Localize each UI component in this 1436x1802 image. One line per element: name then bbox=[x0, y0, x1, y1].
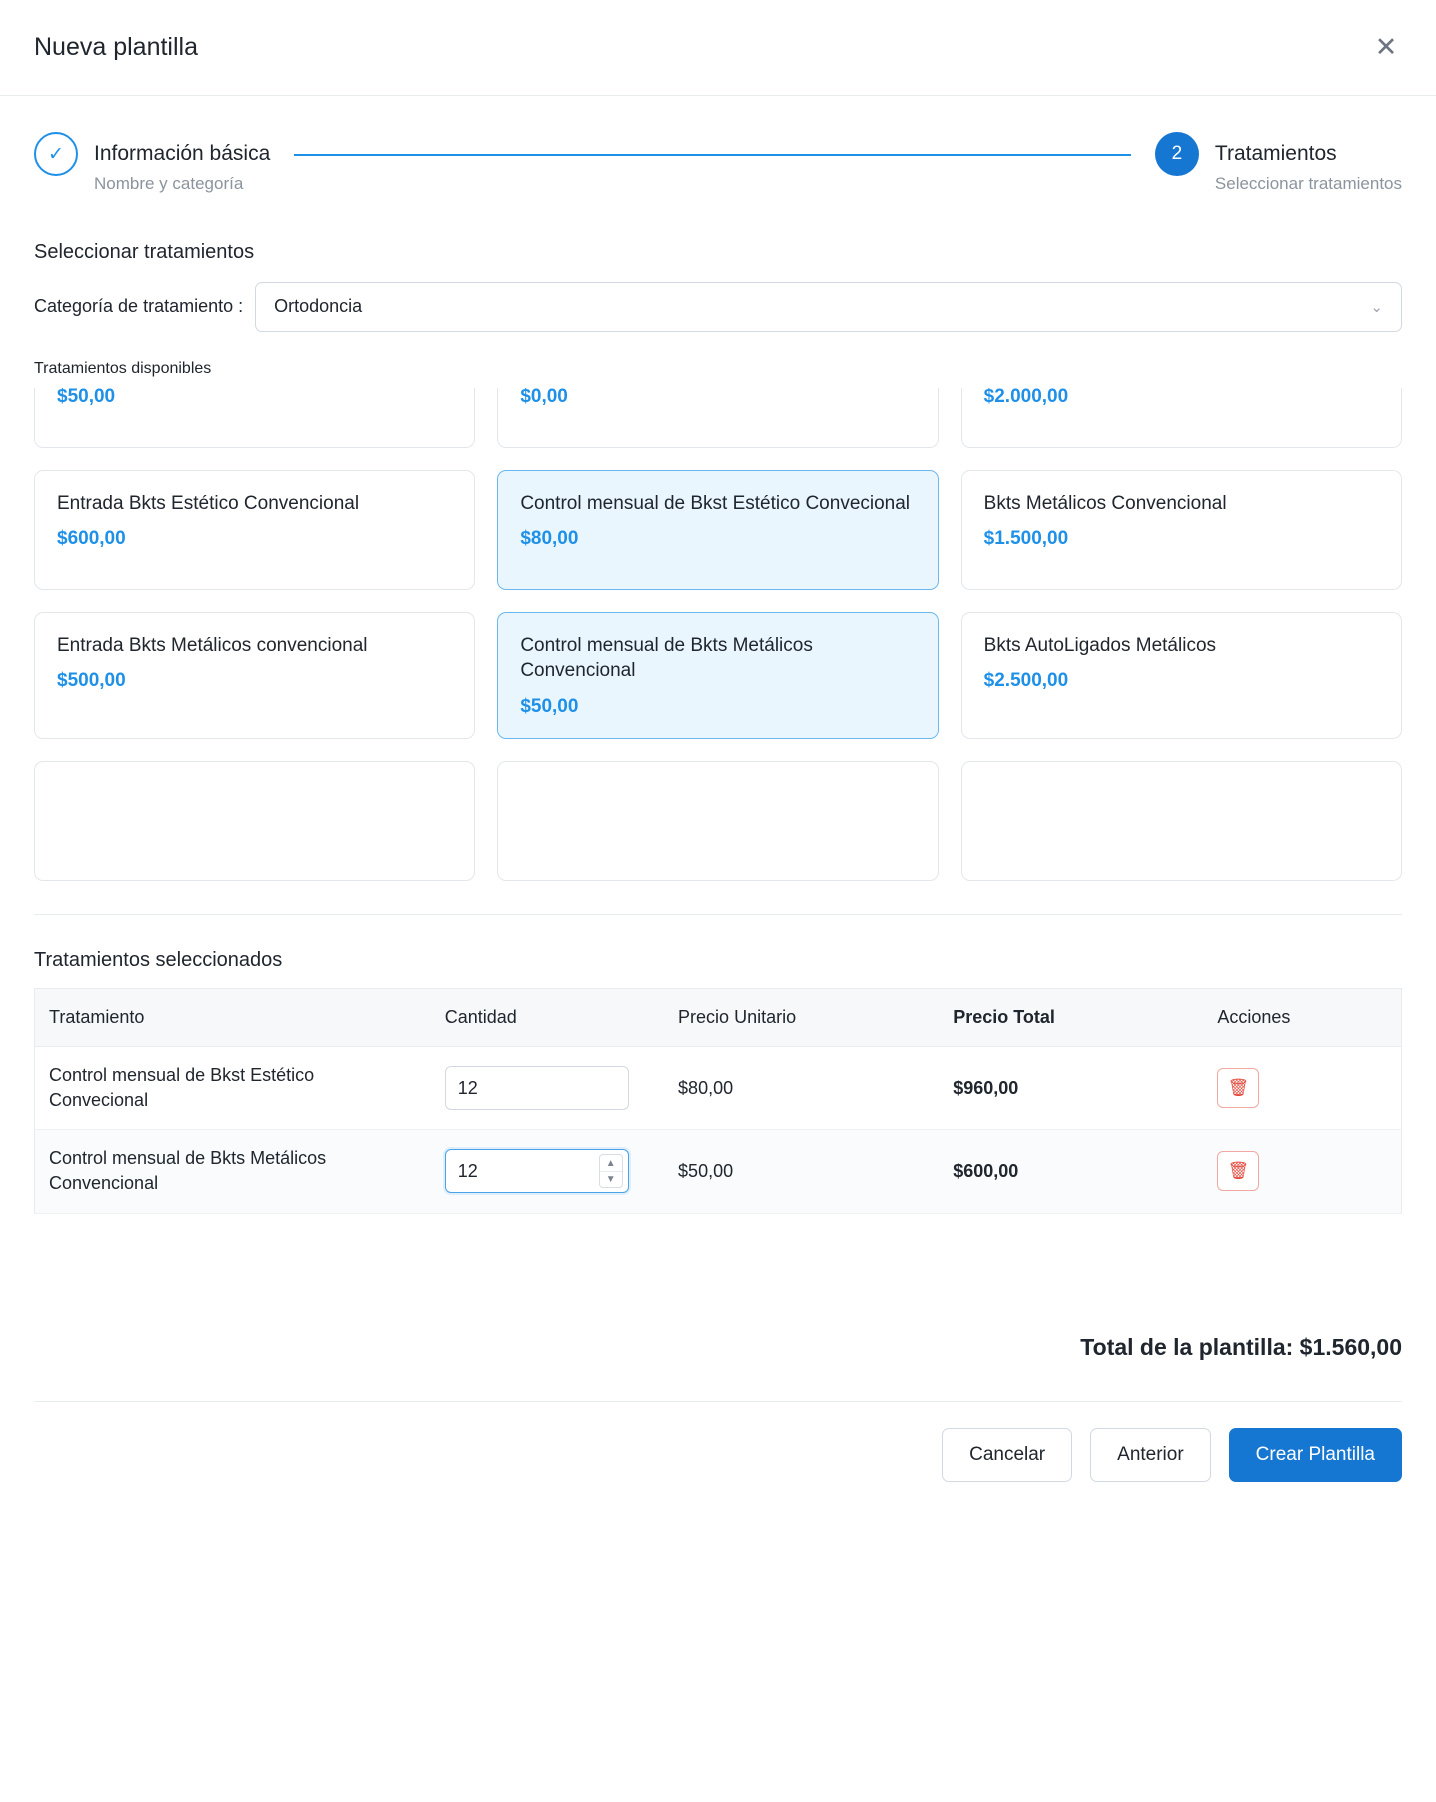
step-2-subtitle: Seleccionar tratamientos bbox=[1214, 174, 1402, 193]
treatment-card[interactable] bbox=[497, 612, 938, 739]
available-treatments-label: Tratamientos disponibles bbox=[34, 359, 212, 377]
treatment-card-name: Bkts AutoLigados Metálicos bbox=[983, 634, 1217, 656]
treatment-card-price: $50,00 bbox=[520, 695, 579, 717]
column-header-acciones: Acciones bbox=[1203, 988, 1401, 1046]
treatment-card-price: $2.500,00 bbox=[983, 670, 1069, 692]
modal-footer bbox=[0, 1402, 1436, 1516]
treatment-card-price: $80,00 bbox=[520, 528, 579, 550]
row-treatment-name: Control mensual de Bkts Metálicos Convencional bbox=[35, 1130, 431, 1213]
spinner-up-icon[interactable]: ▲ bbox=[600, 1155, 622, 1172]
step-informacion-basica[interactable] bbox=[34, 132, 270, 197]
create-template-button[interactable]: Crear Plantilla bbox=[1229, 1428, 1402, 1482]
stepper-connector bbox=[294, 154, 1131, 156]
wizard-stepper bbox=[0, 96, 1436, 197]
step-1-title: Información básica bbox=[94, 142, 271, 165]
selected-treatments-section bbox=[0, 949, 1436, 1214]
cancel-button[interactable]: Cancelar bbox=[942, 1428, 1072, 1482]
quantity-input[interactable] bbox=[445, 1066, 629, 1110]
chevron-down-icon: ⌄ bbox=[1370, 298, 1383, 316]
selected-treatments-table bbox=[34, 988, 1402, 1214]
treatment-card[interactable] bbox=[34, 388, 475, 448]
table-header-row bbox=[35, 988, 1402, 1046]
category-row bbox=[34, 282, 1402, 332]
close-icon[interactable]: ✕ bbox=[1374, 32, 1398, 62]
treatment-card[interactable] bbox=[961, 470, 1402, 590]
treatment-card-price: $600,00 bbox=[57, 528, 126, 550]
spinner-down-icon[interactable]: ▼ bbox=[605, 1174, 616, 1186]
section-divider bbox=[34, 914, 1402, 915]
spinner-arrows[interactable] bbox=[599, 1154, 623, 1188]
template-total-row bbox=[0, 1334, 1436, 1361]
check-icon: ✓ bbox=[34, 132, 78, 176]
trash-icon[interactable]: 🗑 bbox=[1217, 1151, 1259, 1191]
treatment-card-name: Control mensual de Bkst Estético Convecional bbox=[520, 492, 911, 514]
row-total-price: $600,00 bbox=[939, 1130, 1203, 1213]
selected-treatments-title: Tratamientos seleccionados bbox=[34, 948, 283, 971]
treatment-card-price: $2.000,00 bbox=[983, 387, 1069, 408]
treatment-card-price: $50,00 bbox=[57, 387, 116, 408]
page-title: Nueva plantilla bbox=[34, 33, 198, 61]
table-row bbox=[35, 1130, 1402, 1213]
treatment-card[interactable] bbox=[497, 470, 938, 590]
column-header-precio-total: Precio Total bbox=[939, 988, 1203, 1046]
step-1-subtitle: Nombre y categoría bbox=[94, 174, 244, 193]
row-total-price: $960,00 bbox=[939, 1046, 1203, 1129]
treatment-card[interactable] bbox=[497, 388, 938, 448]
row-unit-price: $50,00 bbox=[664, 1130, 939, 1213]
row-unit-price: $80,00 bbox=[664, 1046, 939, 1129]
treatment-card[interactable] bbox=[961, 612, 1402, 739]
row-quantity-cell bbox=[431, 1046, 664, 1129]
column-header-tratamiento: Tratamiento bbox=[35, 988, 431, 1046]
modal-header bbox=[0, 0, 1436, 96]
select-treatments-section bbox=[0, 241, 1436, 888]
treatment-card-price: $0,00 bbox=[520, 387, 568, 408]
template-total: Total de la plantilla: $1.560,00 bbox=[1080, 1333, 1402, 1360]
quantity-stepper[interactable] bbox=[445, 1066, 629, 1110]
treatment-card[interactable] bbox=[34, 761, 475, 881]
treatment-card[interactable] bbox=[961, 388, 1402, 448]
treatment-card[interactable] bbox=[961, 761, 1402, 881]
treatment-card[interactable] bbox=[34, 470, 475, 590]
step-2-title: Tratamientos bbox=[1214, 142, 1337, 165]
quantity-stepper[interactable] bbox=[445, 1149, 629, 1193]
row-quantity-cell bbox=[431, 1130, 664, 1213]
treatment-card[interactable] bbox=[497, 761, 938, 881]
row-actions bbox=[1203, 1046, 1401, 1129]
treatment-card-name: Control mensual de Bkts Metálicos Convencional bbox=[520, 634, 813, 682]
category-label: Categoría de tratamiento : bbox=[34, 296, 244, 317]
category-select[interactable] bbox=[255, 282, 1402, 332]
column-header-cantidad: Cantidad bbox=[431, 988, 664, 1046]
step-2-badge: 2 bbox=[1155, 132, 1199, 176]
treatment-card-price: $1.500,00 bbox=[983, 528, 1069, 550]
row-actions bbox=[1203, 1130, 1401, 1213]
step-tratamientos[interactable] bbox=[1155, 132, 1402, 197]
table-row bbox=[35, 1046, 1402, 1129]
available-treatments-list[interactable] bbox=[34, 388, 1402, 888]
treatment-card-name: Entrada Bkts Metálicos convencional bbox=[57, 634, 368, 656]
treatment-card-name: Bkts Metálicos Convencional bbox=[983, 492, 1227, 514]
column-header-precio-unitario: Precio Unitario bbox=[664, 988, 939, 1046]
treatment-card-price: $500,00 bbox=[57, 670, 126, 692]
select-treatments-title: Seleccionar tratamientos bbox=[34, 240, 255, 263]
treatment-card-name: Entrada Bkts Estético Convencional bbox=[57, 492, 360, 514]
previous-button[interactable]: Anterior bbox=[1090, 1428, 1211, 1482]
row-treatment-name: Control mensual de Bkst Estético Convecional bbox=[35, 1046, 431, 1129]
category-select-value: Ortodoncia bbox=[274, 296, 363, 317]
treatment-card[interactable] bbox=[34, 612, 475, 739]
trash-icon[interactable]: 🗑 bbox=[1217, 1068, 1259, 1108]
